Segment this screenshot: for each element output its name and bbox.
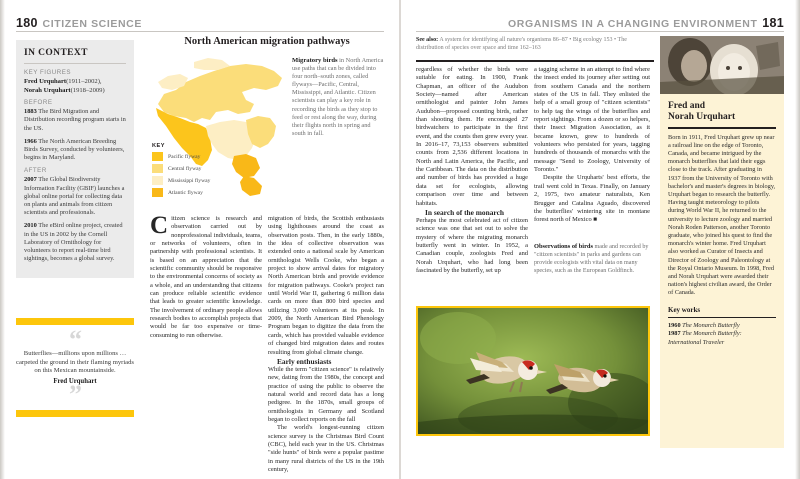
right-page-number: 181	[762, 16, 784, 30]
map-caption-lead: Migratory birds	[292, 57, 338, 64]
key-works-rule	[668, 317, 776, 318]
quote-open-mark: “	[69, 325, 81, 354]
left-body-paragraph-2: migration of birds, the Scottish enthusiasts using lighthouses around the coast as observation posts. Then, in the early 1880s, the idea of collective observation was extended onto a national scale by American ornithologist Wells Cooke, who began a project to show arrival dates for migratory North American birds and provide evidence for migration pathways. Cooke's project ran until World War II, gathering 6 million data cards on more than 800 bird species and utilizing 3,000 volunteers at its peak. In 2009, the North American Bird Phenology Program began to digitize the data from the cards, which has provided valuable evidence of changed bird migration dates and routes resulting from global climate change.	[268, 215, 384, 356]
key-figure-1-dates: (1911–2002),	[66, 78, 102, 85]
left-page-edge-shadow	[0, 0, 5, 479]
after-entry-2	[24, 222, 126, 263]
biography-content	[660, 94, 784, 355]
see-also-rule	[416, 60, 654, 62]
key-works-label: Key works	[668, 305, 701, 314]
left-body-paragraph-4: The world's longest-running citizen science survey is the Christmas Bird Count (CBC), held each year in the US. Christmas "side hunts" of birds were a popular pastime in many rural districts of the US in the 19th century,	[268, 424, 384, 473]
after-entry-2-year: 2010	[24, 222, 37, 230]
legend-swatch-pacific	[152, 152, 163, 161]
before-entry-1-year: 1883	[24, 108, 37, 116]
right-body-paragraph-1: regardless of whether the birds were suitable for eating. In 1900, Frank Chapman, an officer of the Audubon Society—named after American ornithologist and painter John James Audubon—proposed counting birds, rather than shooting them. He encouraged 27 birdwatchers to participate in the first event, and the counts then grew every year. In 2016–17, 73,153 observers submitted counts from 2,536 different locations in North and Latin America, the Pacific, and the Caribbean. The data on the distribution and number of birds has provided a huge data set for ecologists, allowing comparison over time and between habitats.	[416, 66, 528, 207]
after-entry-1-text: The Global Biodiversity Information Facility (GBIF) launches a global online portal for collecting data on plants and animals from citizen scientists and professionals.	[24, 176, 125, 217]
right-body-paragraph-3: a tagging scheme in an attempt to find where the insect ended its journey after setting out from southern Canada and the northern states of the US in fall. They enlisted the help of a small group of "citizen scientists" to help tag the wings of the butterflies and report sightings. From a dozen or so helpers, their Insect Migration Association, as it became known, grew to hundreds of volunteers who persisted for years, tagging hundreds of thousands of monarchs with the message "Send to Zoology, University of Toronto."	[534, 66, 650, 174]
biography-text: Born in 1911, Fred Urquhart grew up near a railroad line on the edge of Toronto, Canada, and became intrigued by the monarch butterflies that laid their eggs close to the track. After graduating in 1937 from the University of Toronto with bachelor's and master's degrees in biology, Urquhart began to research the butterfly. Having taught meteorology to pilots during World War II, he returned to the university to lecture zoology and married Norah Roden Patterson, another Toronto graduate, who joined his quest to find the monarch's winter home. Fred Urquhart also worked as Curator of Insects and Director of Zoology and Paleontology at the Royal Ontario Museum. In 1998, Fred and Norah Urquhart were awarded their nation's highest civilian award, the Order of Canada.	[668, 133, 776, 297]
left-chapter-title: CITIZEN SCIENCE	[42, 18, 142, 30]
left-body-paragraph-3: While the term "citizen science" is relatively new, dating from the 1980s, the concept and practice of using the public to observe the natural world and record data has a long pedigree. In the 1870s, small groups of ornithologists in Germany and Scotland began to collect reports on the fall	[268, 365, 384, 423]
biography-name	[668, 101, 776, 123]
key-figures-list	[24, 78, 126, 95]
map-caption-body: in North America use paths that can be divided into four north–south zones, called flyways—Pacific, Central, Mississippi, and Atlantic. Citizen scientists can play a key role in recording the birds as they stop to feed or rest along the way, during their flights north in spring and south in fall.	[292, 57, 384, 137]
left-column-1	[150, 212, 262, 340]
page-gutter	[399, 0, 401, 479]
right-running-head	[508, 14, 784, 32]
left-page-number: 180	[16, 16, 38, 30]
key-works-list	[668, 322, 776, 347]
biography-name-line2: Norah Urquhart	[668, 112, 736, 122]
before-entry-2-year: 1966	[24, 137, 37, 145]
before-entry-2	[24, 138, 126, 163]
legend-item	[152, 152, 238, 161]
after-entry-1-year: 2007	[24, 176, 37, 184]
legend-label-mississippi: Mississippi flyway	[168, 177, 211, 184]
in-context-box	[16, 40, 134, 278]
right-page-edge-shadow	[795, 0, 800, 479]
quote-attribution: Fred Urquhart	[53, 377, 97, 385]
right-column-1	[416, 66, 528, 275]
divider	[24, 63, 126, 64]
left-column-2	[268, 215, 384, 474]
quote-bottom-bar	[16, 410, 134, 417]
legend-label-central: Central flyway	[168, 165, 202, 172]
before-entry-1-text: The Bird Migration and Distribution recording program starts in the US.	[24, 108, 126, 132]
after-entry-2-text: The eBird online project, created in the US in 2002 by the Cornell Laboratory of Ornithology for volunteers to report real-time bird sightings, becomes a global survey.	[24, 222, 123, 263]
goldfinch-photo	[416, 306, 650, 436]
map-key-title: KEY	[152, 143, 166, 149]
in-context-title: IN CONTEXT	[24, 48, 88, 58]
left-body-paragraph-1	[150, 212, 262, 340]
after-label: AFTER	[24, 167, 47, 175]
legend-swatch-mississippi	[152, 176, 163, 185]
key-work-2-year: 1987	[668, 330, 681, 338]
legend-item	[152, 176, 238, 185]
left-subheading: Early enthusiasts	[277, 356, 332, 366]
before-entry-1	[24, 108, 126, 133]
right-body-paragraph-2: Perhaps the most celebrated act of citizen science was one that set out to solve the mystery of where the migrating monarch butterfly went in winter. In 1952, a Canadian couple, zoologists Fred and Norah Urquhart, who had long been fascinated by the butterfly, set up	[416, 216, 528, 274]
quote-close-mark: ”	[69, 379, 81, 409]
photo-caption-lead: Observations of birds	[534, 243, 593, 250]
key-figure-2-dates: (1918–2009)	[70, 86, 105, 94]
urquhart-portrait-image	[660, 36, 784, 94]
urquhart-portrait	[660, 36, 784, 94]
right-head-rule	[416, 31, 784, 32]
right-subheading: In search of the monarch	[425, 207, 504, 217]
legend-label-pacific: Pacific flyway	[168, 153, 201, 160]
see-also-entries[interactable]: A system for identifying all nature's organisms 86–87 • Big ecology 153 • The distribution of species over space and time 162–163	[416, 37, 627, 52]
key-work-2-title: The Monarch Butterfly: International Traveler	[668, 330, 742, 346]
photo-caption	[534, 243, 650, 275]
key-figure-2-name: Norah Urquhart	[24, 86, 71, 94]
before-entry-2-text: The North American Breeding Birds Survey, conducted by volunteers, begins in Maryland.	[24, 137, 125, 162]
biography-box	[660, 36, 784, 448]
after-entry-1	[24, 176, 126, 217]
left-head-rule	[16, 31, 384, 32]
legend-swatch-atlantic	[152, 188, 163, 197]
key-work-1-year: 1960	[668, 322, 681, 330]
see-also	[416, 36, 654, 52]
see-also-label: See also:	[416, 37, 439, 43]
left-body-paragraph-1-text: itizen science is research and observation carried out by nonprofessional individuals, teams, or networks of volunteers, often in partnership with professional scientists. It is based on an appreciation that the scientific community should be responsive to the environmental concerns of society as a whole, and an understanding that citizens can produce reliable scientific evidence that leads to greater scientific knowledge. The involvement of ordinary people allows research bodies to accomplish projects that would be far too expensive or time-consuming to run otherwise.	[150, 215, 262, 339]
quote-top-bar	[16, 318, 134, 325]
pull-quote	[16, 318, 134, 417]
legend-swatch-central	[152, 164, 163, 173]
biography-rule	[668, 127, 776, 129]
map-title: North American migration pathways	[184, 36, 350, 47]
drop-cap: C	[150, 212, 169, 239]
key-work-1-title: The Monarch Butterfly	[680, 322, 740, 330]
map-key	[152, 143, 238, 200]
key-figure-1-name: Fred Urquhart	[24, 78, 67, 85]
right-column-2	[534, 66, 650, 225]
key-figures-label: KEY FIGURES	[24, 69, 71, 76]
biography-name-line1: Fred and	[668, 101, 706, 111]
legend-item	[152, 164, 238, 173]
right-chapter-title: ORGANISMS IN A CHANGING ENVIRONMENT	[508, 18, 758, 30]
legend-label-atlantic: Atlantic flyway	[168, 189, 203, 196]
goldfinch-photo-image	[418, 308, 648, 434]
left-running-head	[16, 14, 142, 32]
quote-text: Butterflies—millions upon millions … carpeted the ground in their flaming myriads on this Mexican mountainside.	[16, 350, 134, 375]
photo-caption-body: made and recorded by "citizen scientists" in parks and gardens can provide ecologists with vital data on many species, such as the European Goldfinch.	[534, 244, 649, 274]
right-body-paragraph-4: Despite the Urquharts' best efforts, the trail went cold in Texas. Finally, on January 2, 1975, two amateur naturalists, Ken Brugger and Catalina Aguado, discovered the butterflies' wintering site in montane forest north of Mexico ■	[534, 174, 650, 224]
before-label: BEFORE	[24, 99, 53, 107]
map-caption	[292, 57, 384, 138]
legend-item	[152, 188, 238, 197]
